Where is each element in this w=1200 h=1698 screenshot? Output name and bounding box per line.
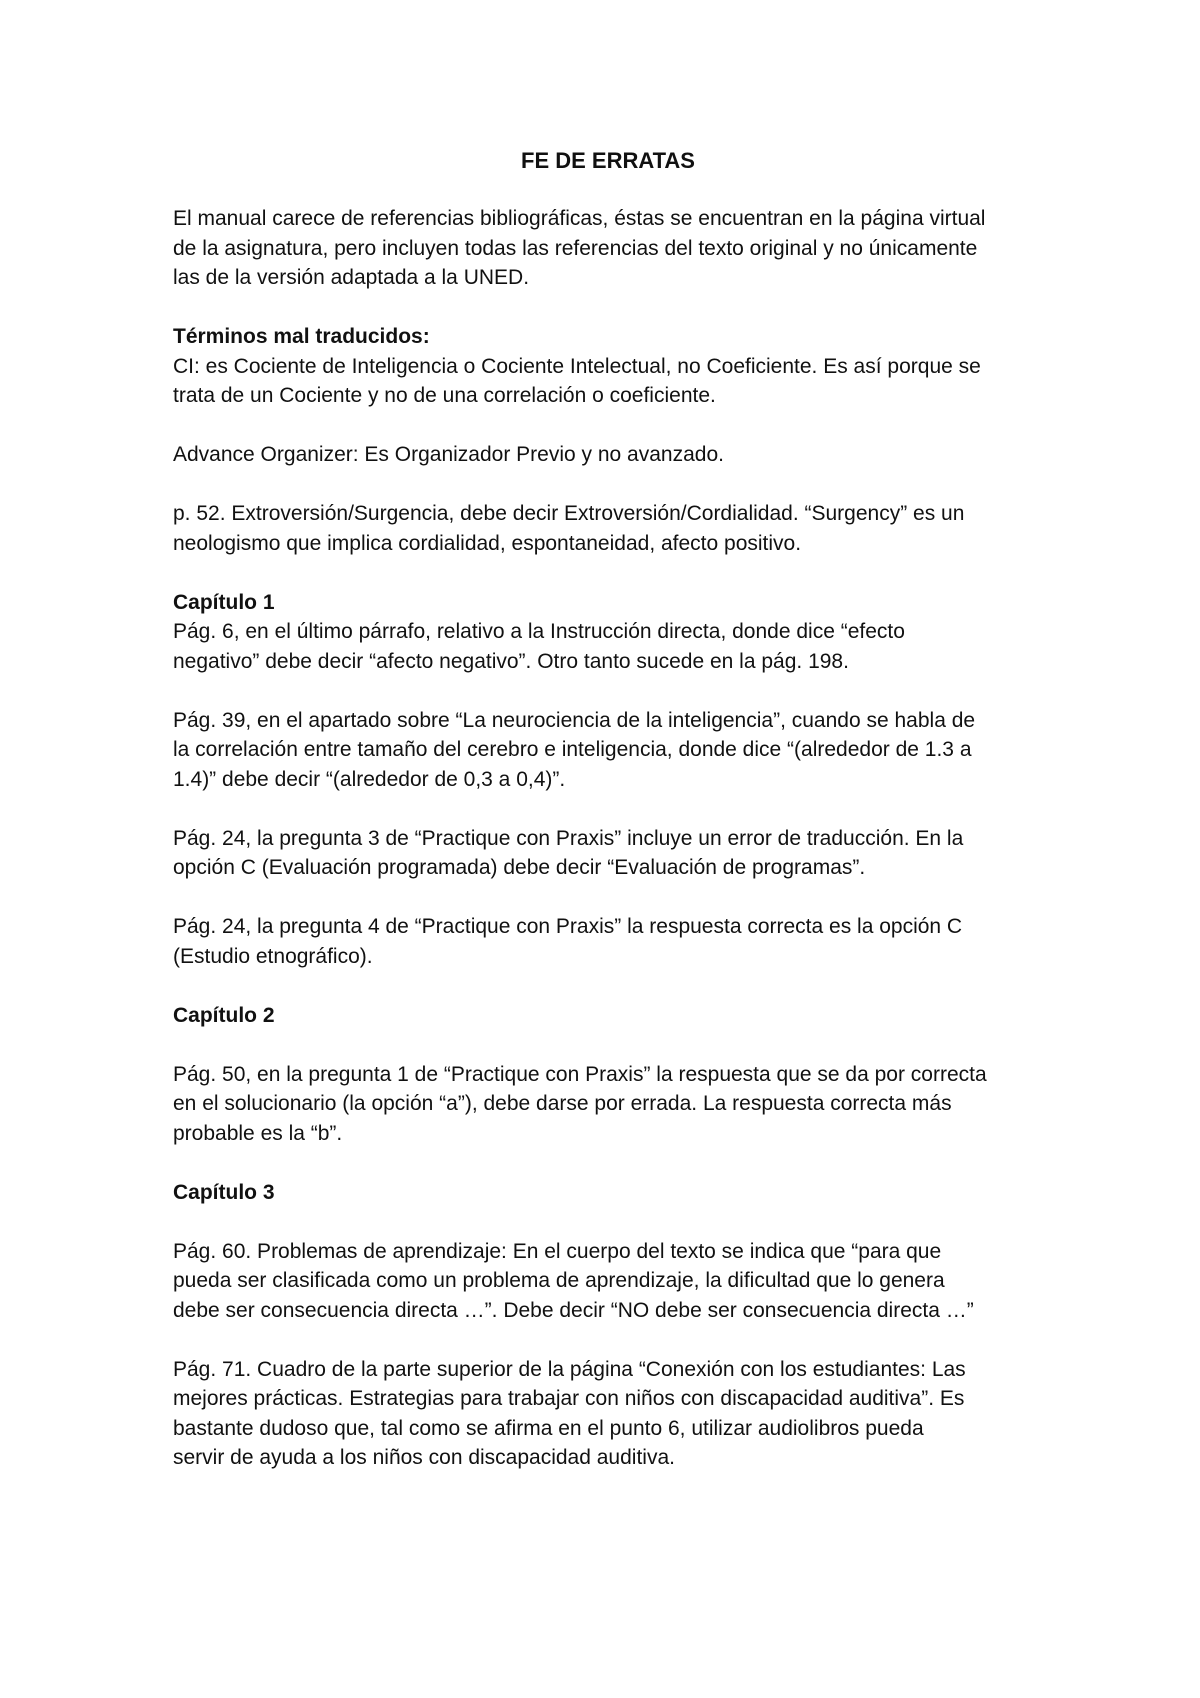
chapter1-heading: Capítulo 1	[173, 590, 275, 614]
chapter1-item3-line: Pág. 24, la pregunta 3 de “Practique con Praxis” incluye un error de traducción. En la	[173, 826, 964, 850]
intro-line: las de la versión adaptada a la UNED.	[173, 266, 530, 289]
intro-line: El manual carece de referencias bibliográficas, éstas se encuentran en la página virtual	[173, 207, 986, 230]
chapter2-item1-line: probable es la “b”.	[173, 1121, 343, 1145]
chapter1-item2-line: la correlación entre tamaño del cerebro e inteligencia, donde dice “(alrededor de 1.3 a	[173, 738, 972, 761]
chapter1-item1-line: negativo” debe decir “afecto negativo”. Otro tanto sucede en la pág. 198.	[173, 649, 849, 673]
chapter3-item2	[173, 1355, 1048, 1473]
intro-paragraph	[173, 204, 1048, 293]
chapter1-item3-line: opción C (Evaluación programada) debe decir “Evaluación de programas”.	[173, 856, 866, 879]
p52-line: p. 52. Extroversión/Surgencia, debe decir Extroversión/Cordialidad. “Surgency” es un	[173, 502, 965, 525]
chapter3-item1	[173, 1237, 1048, 1326]
chapter3-item1-line: Pág. 60. Problemas de aprendizaje: En el cuerpo del texto se indica que “para que	[173, 1239, 942, 1263]
chapter1-item3	[173, 824, 1048, 883]
p52-paragraph	[173, 499, 1048, 558]
chapter1-item4	[173, 912, 1048, 971]
chapter3-item2-line: bastante dudoso que, tal como se afirma en el punto 6, utilizar audiolibros pueda	[173, 1416, 924, 1440]
chapter3-heading: Capítulo 3	[173, 1180, 275, 1204]
document-title: FE DE ERRATAS	[521, 148, 695, 173]
ci-line: CI: es Cociente de Inteligencia o Cociente Intelectual, no Coeficiente. Es así porque se	[173, 354, 981, 378]
document-page	[173, 146, 1048, 1473]
chapter2-item1	[173, 1060, 1048, 1149]
chapter3-item2-line: servir de ayuda a los niños con discapacidad auditiva.	[173, 1446, 675, 1469]
chapter3-item2-line: Pág. 71. Cuadro de la parte superior de la página “Conexión con los estudiantes: Las	[173, 1357, 966, 1381]
p52-line: neologismo que implica cordialidad, espontaneidad, afecto positivo.	[173, 531, 802, 555]
chapter1-item1-line: Pág. 6, en el último párrafo, relativo a la Instrucción directa, donde dice “efecto	[173, 620, 905, 643]
terms-heading: Términos mal traducidos:	[173, 325, 430, 348]
chapter2-item1-line: en el solucionario (la opción “a”), debe darse por errada. La respuesta correcta más	[173, 1092, 952, 1115]
chapter3-item1-line: pueda ser clasificada como un problema de aprendizaje, la dificultad que lo genera	[173, 1269, 945, 1292]
chapter3-item2-line: mejores prácticas. Estrategias para trabajar con niños con discapacidad auditiva”. Es	[173, 1387, 965, 1410]
advance-organizer-line: Advance Organizer: Es Organizador Previo y no avanzado.	[173, 443, 724, 466]
chapter1-item2-line: 1.4)” debe decir “(alrededor de 0,3 a 0,4)”.	[173, 767, 566, 791]
chapter3-item1-line: debe ser consecuencia directa …”. Debe decir “NO debe ser consecuencia directa …”	[173, 1298, 974, 1322]
chapter1-item4-line: (Estudio etnográfico).	[173, 944, 373, 968]
intro-line: de la asignatura, pero incluyen todas las referencias del texto original y no únicamente	[173, 236, 978, 260]
chapter1-item4-line: Pág. 24, la pregunta 4 de “Practique con Praxis” la respuesta correcta es la opción C	[173, 915, 963, 938]
chapter1-item1	[173, 617, 1048, 676]
ci-paragraph	[173, 352, 1048, 411]
chapter1-item2	[173, 706, 1048, 795]
chapter2-heading: Capítulo 2	[173, 1003, 275, 1027]
chapter1-item2-line: Pág. 39, en el apartado sobre “La neurociencia de la inteligencia”, cuando se habla de	[173, 708, 976, 732]
advance-organizer-paragraph	[173, 440, 1048, 470]
ci-line: trata de un Cociente y no de una correlación o coeficiente.	[173, 384, 716, 407]
chapter2-item1-line: Pág. 50, en la pregunta 1 de “Practique con Praxis” la respuesta que se da por correcta	[173, 1062, 987, 1086]
